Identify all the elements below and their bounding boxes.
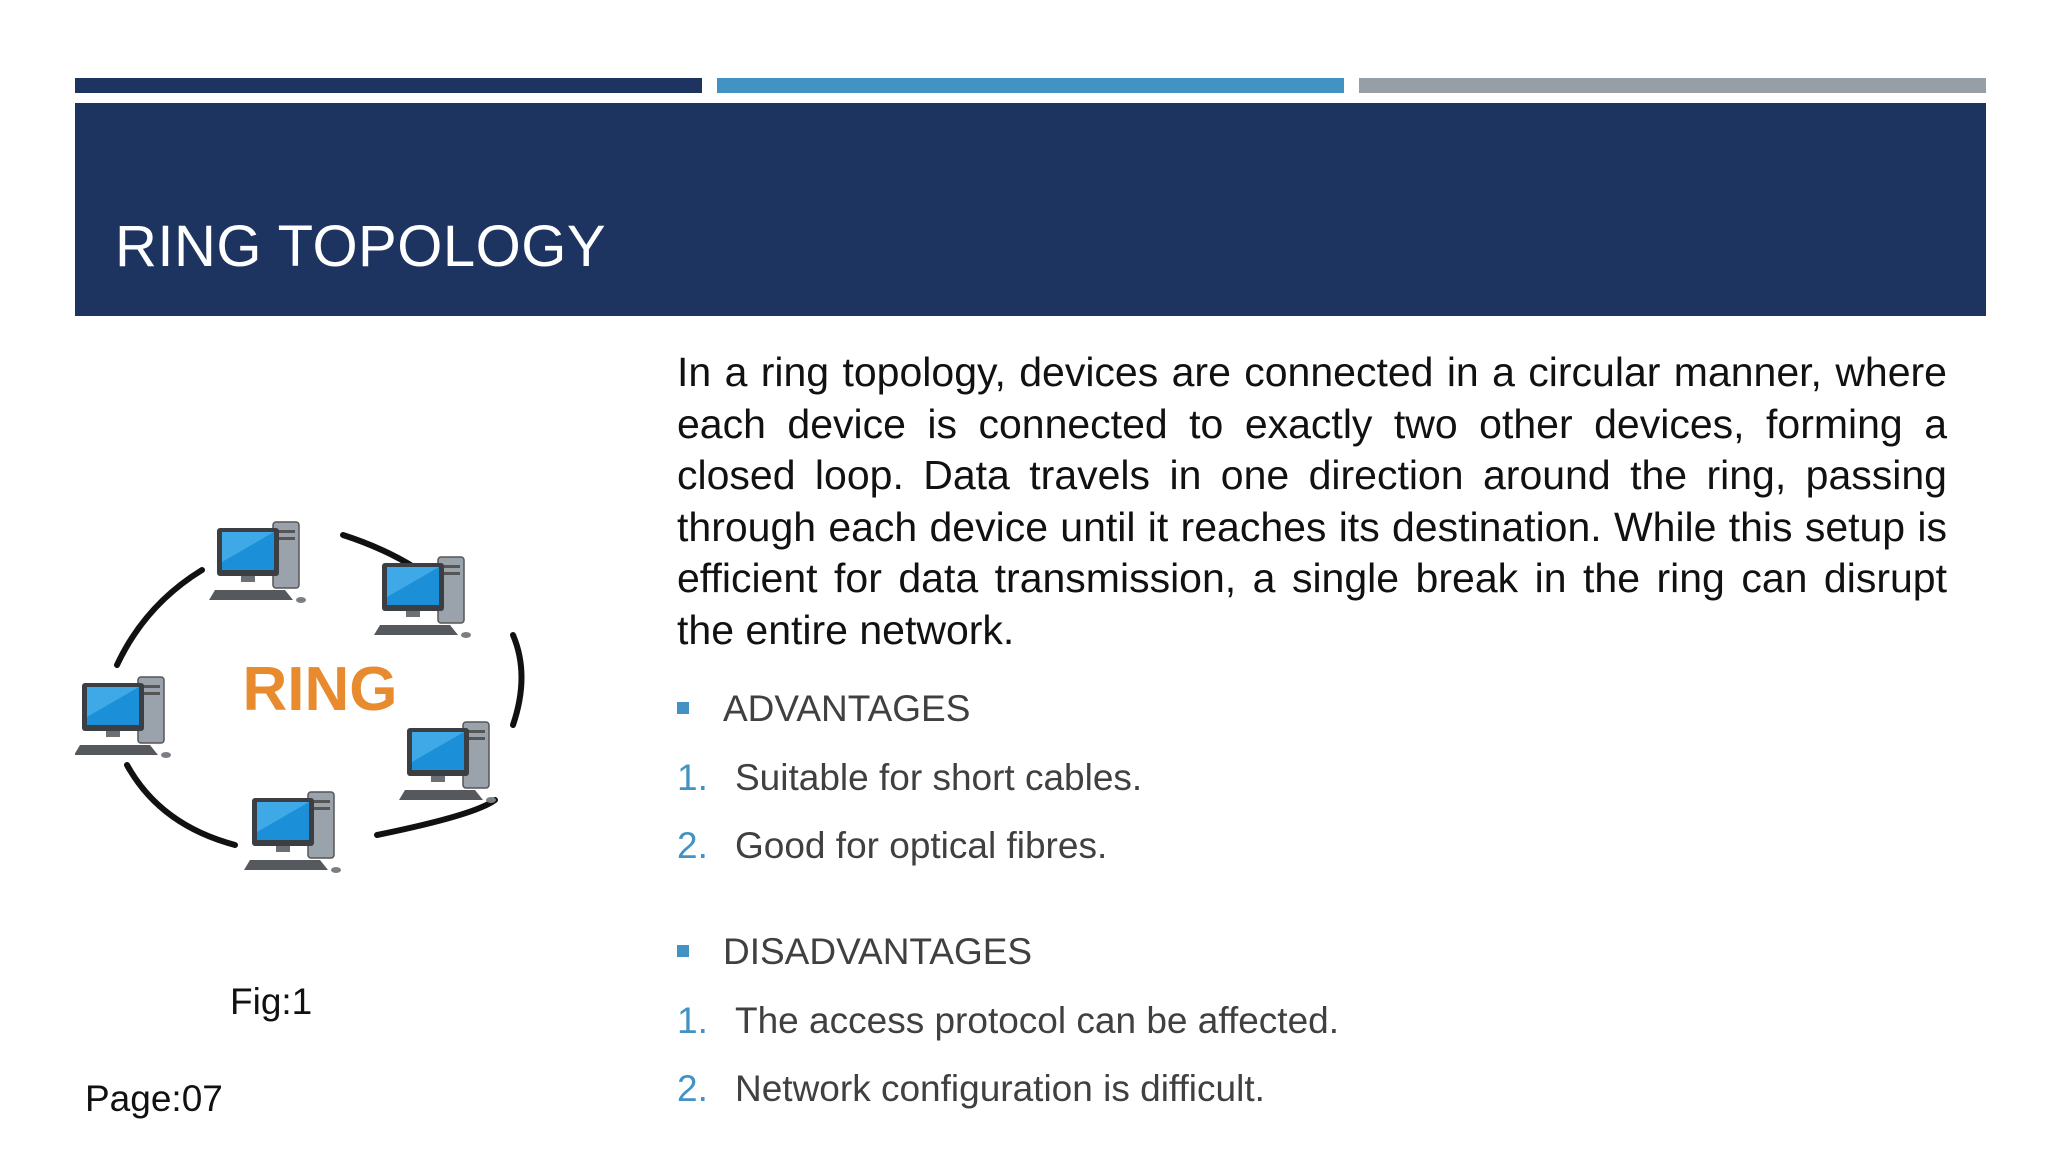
ring-label: RING	[242, 655, 398, 724]
accent-bar-blue	[717, 78, 1344, 93]
computer-icon	[209, 522, 306, 603]
ring-arc	[513, 635, 522, 725]
item-text: Good for optical fibres.	[735, 825, 1108, 866]
item-number: 1.	[677, 757, 708, 798]
computer-icon	[399, 722, 496, 803]
ring-arc	[127, 765, 235, 845]
ring-arc	[117, 570, 202, 665]
item-text: Suitable for short cables.	[735, 757, 1143, 798]
item-text: The access protocol can be affected.	[735, 1000, 1340, 1041]
disadvantage-item	[677, 1068, 1265, 1110]
computer-icon	[244, 792, 341, 873]
bullet-square-icon	[677, 945, 689, 957]
advantage-item	[677, 825, 1107, 867]
accent-bar-dark	[75, 78, 702, 93]
figure-caption: Fig:1	[230, 981, 313, 1022]
computer-icon	[374, 557, 471, 638]
slide-title: RING TOPOLOGY	[115, 214, 607, 279]
item-number: 1.	[677, 1000, 708, 1041]
item-text: Network configuration is difficult.	[735, 1068, 1265, 1109]
disadvantages-heading	[677, 931, 1032, 973]
advantages-heading-text: ADVANTAGES	[723, 688, 971, 729]
item-number: 2.	[677, 1068, 708, 1109]
advantage-item	[677, 757, 1142, 799]
accent-bar-gray	[1359, 78, 1986, 93]
title-banner	[75, 103, 1986, 316]
item-number: 2.	[677, 825, 708, 866]
bullet-square-icon	[677, 702, 689, 714]
ring-arc	[377, 800, 495, 835]
page-number: Page:07	[85, 1078, 223, 1119]
description-paragraph: In a ring topology, devices are connected in a circular manner, where each device is connected to exactly two other devices, forming a closed loop. Data travels in one direction around the ring, passing through each device until it reaches its destination. While this setup is efficient for data transmission, a single break in the ring can disrupt the entire network.	[677, 349, 1947, 653]
computer-icon	[75, 677, 171, 758]
ring-topology-diagram	[75, 515, 535, 900]
ring-diagram-svg	[75, 515, 535, 895]
advantages-heading	[677, 688, 970, 730]
disadvantages-heading-text: DISADVANTAGES	[723, 931, 1033, 972]
disadvantage-item	[677, 1000, 1339, 1042]
